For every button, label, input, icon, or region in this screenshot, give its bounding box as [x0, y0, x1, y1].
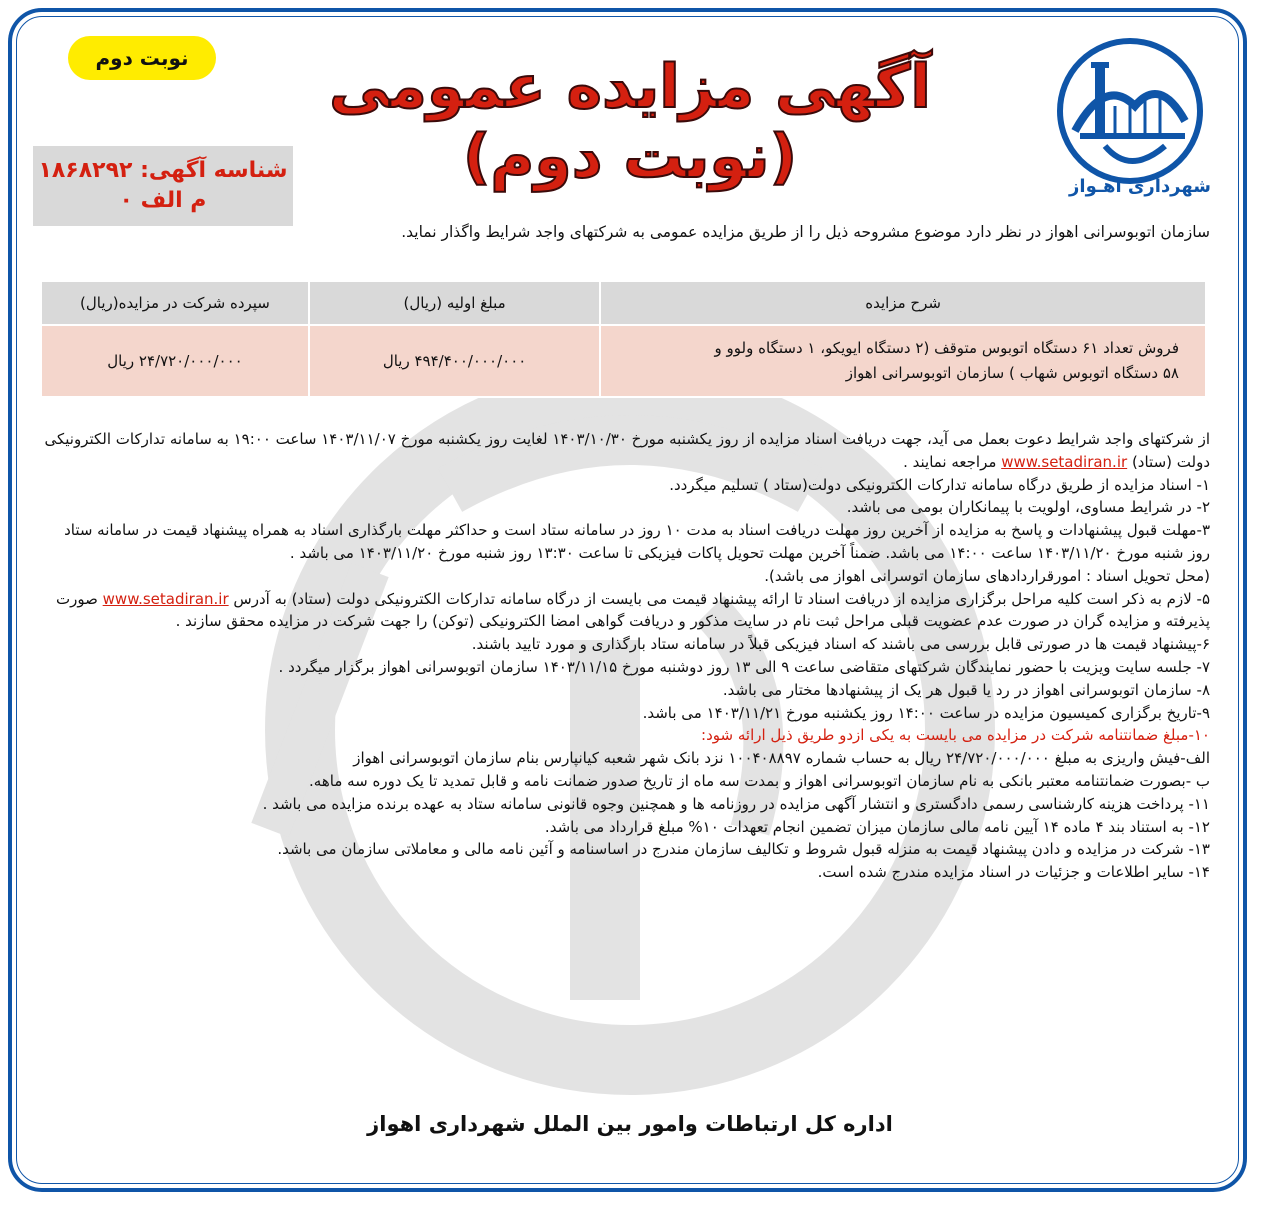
item-2: ۲- در شرایط مساوی، اولویت با پیمانکاران بومی می باشد.	[846, 498, 1210, 517]
item-1: ۱- اسناد مزایده از طریق درگاه سامانه تدارکات الکترونیکی دولت(ستاد ) تسلیم میگردد.	[669, 475, 1210, 494]
item-7: ۷- جلسه سایت ویزیت با حضور نمایندگان شرکتهای متقاضی ساعت ۹ الی ۱۳ روز دوشنبه مورخ ۱۴۰۳/۱۱/۱۵ سازمان اتوبوسرانی اهواز برگزار میگردد .	[278, 657, 1210, 676]
header-deposit: سپرده شرکت در مزایده(ریال)	[41, 281, 309, 325]
notice-title: آگهی مزایده عمومی (نوبت دوم)	[329, 52, 931, 192]
item-5-text: ۵- لازم به ذکر است کلیه مراحل برگزاری مزایده از دریافت اسناد تا ارائه پیشنهاد قیمت می بایست از درگاه سامانه تدارکات الکترونیکی دولت (ستاد) به آدرس	[233, 589, 1210, 608]
table-row	[41, 325, 1206, 397]
auction-table	[40, 280, 1207, 398]
cell-deposit: ۲۴/۷۲۰/۰۰۰/۰۰۰ ریال	[41, 325, 309, 397]
invitation-text: از شرکتهای واجد شرایط دعوت بعمل می آید، جهت دریافت اسناد مزایده از روز یکشنبه مورخ ۱۴۰۳/۱۰/۳۰ لغایت روز یکشنبه مورخ ۱۴۰۳/۱۱/۰۷ ساعت ۱۹:۰۰	[233, 430, 1210, 448]
item-8: ۸- سازمان اتوبوسرانی اهواز در رد یا قبول هر یک از پیشنهادها مختار می باشد.	[722, 680, 1210, 699]
header-initial-amount: مبلغ اولیه (ریال)	[309, 281, 600, 325]
item-14: ۱۴- سایر اطلاعات و جزئیات در اسناد مزایده مندرج شده است.	[817, 863, 1210, 882]
ad-id-box	[33, 146, 293, 226]
ad-id-code: م الف ۰	[119, 188, 207, 213]
ahvaz-municipality-logo-icon	[1055, 36, 1205, 186]
item-5-text-2: صورت پذیرفته و مزایده گران در صورت عدم عضویت قبلی مراحل ثبت نام در سایت مذکور و دریافت گواهی امضا الکترونیکی (توکن) را جهت شرکت در مزایده محقق سازند .	[56, 589, 1210, 631]
invitation-text-3: مراجعه نمایند .	[903, 452, 997, 471]
item-6: ۶-پیشنهاد قیمت ها در صورتی قابل بررسی می باشند که اسناد فیزیکی قبلاً در سامانه ستاد بارگذاری و مورد تایید باشند.	[471, 635, 1210, 654]
item-10-a: الف-فیش واریزی به مبلغ ۲۴/۷۲۰/۰۰۰/۰۰۰ ریال به حساب شماره ۱۰۰۴۰۸۸۹۷ نزد بانک شهر شعبه کیانپارس بنام سازمان اتوبوسرانی اهواز	[353, 749, 1210, 768]
item-11: ۱۱- پرداخت هزینه کارشناسی رسمی دادگستری و انتشار آگهی مزایده در روزنامه ها و همچنین وجوه قانونی سامانه ستاد به عهده برنده مزایده می باشد .	[262, 794, 1210, 813]
cell-description	[600, 325, 1206, 397]
description-line-2: ۵۸ دستگاه اتوبوس شهاب ) سازمان اتوبوسرانی اهواز	[845, 364, 1179, 382]
item-4: (محل تحویل اسناد : امورقراردادهای سازمان اتوسرانی اهواز می باشد).	[764, 566, 1210, 585]
item-3: ۳-مهلت قبول پیشنهادات و پاسخ به مزایده از آخرین روز مهلت دریافت اسناد به مدت ۱۰ روز در سامانه ستاد است و حداکثر مهلت بارگذاری اسناد به همراه پیشنهاد قیمت در سامانه ستاد روز شنبه مورخ ۱۴۰۳/۱۱/۲۰ ساعت ۱۴:۰۰ می باشد. ضمناً آخرین مهلت تحویل پاکات فیزیکی تا ساعت ۱۳:۳۰ روز شنبه مورخ ۱۴۰۳/۱۱/۲۰ می باشد .	[64, 521, 1210, 562]
intro-text: سازمان اتوبوسرانی اهواز در نظر دارد موضوع مشروحه ذیل را از طریق مزایده عمومی به شرکتهای واجد شرایط واگذار نماید.	[401, 223, 1210, 241]
round-badge: نوبت دوم	[68, 36, 216, 80]
item-13: ۱۳- شرکت در مزایده و دادن پیشنهاد قیمت به منزله قبول شروط و تکالیف سازمان مندرج در اساسنامه و آئین نامه مالی و معاملاتی سازمان می باشد.	[277, 840, 1210, 859]
setadiran-link-2[interactable]: www.setadiran.ir	[102, 589, 229, 608]
item-10: ۱۰-مبلغ ضمانتنامه شرکت در مزایده می بایست به یکی ازدو طریق ذیل ارائه شود:	[701, 726, 1210, 745]
ad-id-number: شناسه آگهی: ۱۸۶۸۲۹۲	[38, 158, 288, 183]
notice-body	[44, 428, 1210, 884]
item-12: ۱۲- به استناد بند ۴ ماده ۱۴ آیین نامه مالی سازمان میزان تضمین انجام تعهدات ۱۰% مبلغ قرارداد می باشد.	[544, 817, 1210, 836]
item-9: ۹-تاریخ برگزاری کمیسیون مزایده در ساعت ۱۴:۰۰ روز یکشنبه مورخ ۱۴۰۳/۱۱/۲۱ می باشد.	[642, 703, 1210, 722]
invitation-text-2: به سامانه تدارکات الکترونیکی دولت (ستاد)	[44, 430, 1210, 471]
item-10-b: ب -بصورت ضمانتنامه معتبر بانکی به نام سازمان اتوبوسرانی اهواز و بمدت سه ماه از تاریخ صدور ضمانت نامه و قابل تمدید تا یک دوره سه ماهه.	[309, 771, 1210, 790]
cell-initial-amount: ۴۹۴/۴۰۰/۰۰۰/۰۰۰ ریال	[309, 325, 600, 397]
setadiran-link[interactable]: www.setadiran.ir	[1001, 452, 1128, 471]
paragraph-invitation	[44, 428, 1210, 474]
table-header-row	[41, 281, 1206, 325]
footer-signature: اداره کل ارتباطات وامور بین الملل شهرداری اهواز	[367, 1112, 893, 1136]
header-description: شرح مزایده	[600, 281, 1206, 325]
logo-caption: شهرداری اهـواز	[1069, 176, 1211, 197]
description-line-1: فروش تعداد ۶۱ دستگاه اتوبوس متوقف (۲ دستگاه ایویکو، ۱ دستگاه ولوو و	[714, 339, 1179, 357]
item-5	[44, 588, 1210, 634]
